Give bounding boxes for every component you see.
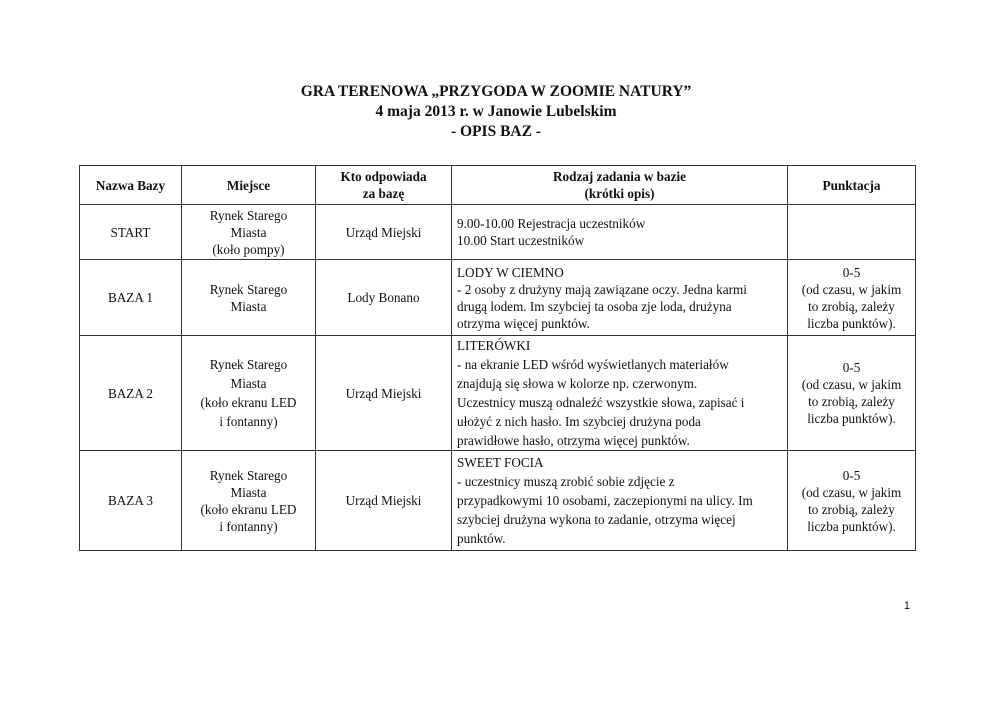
cell-task-line: otrzyma więcej punktów.: [457, 315, 590, 331]
cell-place-line: (koło pompy): [212, 241, 285, 257]
cell-points-line: to zrobią, zależy: [808, 394, 895, 409]
document-header: [0, 82, 992, 142]
header-responsible-line2: za bazę: [362, 186, 405, 201]
cell-points-line: to zrobią, zależy: [808, 298, 895, 314]
cell-task-line: - 2 osoby z drużyny mają zawiązane oczy. Jedna karmi: [457, 281, 747, 297]
cell-place-line: Miasta: [230, 224, 267, 240]
cell-points: [788, 260, 916, 336]
cell-responsible: Urząd Miejski: [316, 336, 452, 451]
cell-task-line: 9.00-10.00 Rejestracja uczestników: [457, 216, 646, 231]
cell-task-line: - uczestnicy muszą zrobić sobie zdjęcie z: [457, 474, 675, 489]
cell-task-line: LITERÓWKI: [457, 338, 531, 353]
cell-place: [182, 451, 316, 551]
cell-responsible: Urząd Miejski: [316, 451, 452, 551]
cell-points: [788, 336, 916, 451]
header-points: Punktacja: [788, 166, 916, 205]
cell-task-line: szybciej drużyna wykona to zadanie, otrzyma więcej: [457, 512, 736, 527]
cell-task-line: drugą lodem. Im szybciej ta osoba zje loda, drużyna: [457, 298, 732, 314]
header-responsible: [316, 166, 452, 205]
page-number: 1: [903, 600, 910, 612]
cell-task-line: przypadkowymi 10 osobami, zaczepionymi na ulicy. Im: [457, 493, 753, 508]
cell-points-line: 0-5: [842, 264, 861, 280]
cell-place-line: (koło ekranu LED: [200, 501, 297, 517]
table-row: [80, 451, 916, 551]
cell-task-line: LODY W CIEMNO: [457, 264, 564, 280]
table-row: [80, 260, 916, 336]
cell-task: [452, 336, 788, 451]
cell-task-line: ułożyć z nich hasło. Im szybciej drużyna poda: [457, 414, 701, 429]
cell-place-line: Miasta: [230, 376, 267, 391]
header-name: Nazwa Bazy: [80, 166, 182, 205]
header-responsible-line1: Kto odpowiada: [340, 169, 427, 184]
bases-table: [79, 165, 916, 551]
cell-base-name: BAZA 1: [80, 260, 182, 336]
document-title: GRA TERENOWA „PRZYGODA W ZOOMIE NATURY”: [300, 83, 692, 100]
cell-points-line: (od czasu, w jakim: [801, 377, 902, 392]
cell-place-line: i fontanny): [219, 518, 278, 534]
cell-task: [452, 260, 788, 336]
header-task-line2: (krótki opis): [584, 186, 655, 201]
table-header-row: [80, 166, 916, 205]
cell-responsible: Urząd Miejski: [316, 205, 452, 260]
cell-base-name: BAZA 3: [80, 451, 182, 551]
cell-place-line: Rynek Starego: [209, 467, 288, 483]
cell-points-line: (od czasu, w jakim: [801, 484, 902, 500]
header-task: [452, 166, 788, 205]
table-row: [80, 205, 916, 260]
cell-place-line: Rynek Starego: [209, 357, 288, 372]
cell-task-line: - na ekranie LED wśród wyświetlanych materiałów: [457, 357, 729, 372]
cell-points-empty: [788, 205, 916, 260]
cell-place-line: (koło ekranu LED: [200, 395, 297, 410]
cell-place-line: Miasta: [230, 484, 267, 500]
cell-place-line: Rynek Starego: [209, 207, 288, 223]
cell-place-line: i fontanny): [219, 414, 278, 429]
cell-place: [182, 336, 316, 451]
document-subtitle: - OPIS BAZ -: [451, 123, 541, 140]
cell-points: [788, 451, 916, 551]
table-row: [80, 336, 916, 451]
cell-points-line: (od czasu, w jakim: [801, 281, 902, 297]
cell-points-line: 0-5: [842, 360, 861, 375]
cell-task-line: Uczestnicy muszą odnaleźć wszystkie słowa, zapisać i: [457, 395, 745, 410]
cell-base-name: START: [80, 205, 182, 260]
cell-responsible: Lody Bonano: [316, 260, 452, 336]
cell-task-line: 10.00 Start uczestników: [457, 233, 585, 248]
cell-place-line: Rynek Starego: [209, 281, 288, 297]
cell-points-line: to zrobią, zależy: [808, 501, 895, 517]
cell-place: [182, 205, 316, 260]
header-task-line1: Rodzaj zadania w bazie: [553, 169, 686, 184]
cell-points-line: 0-5: [842, 467, 861, 483]
cell-place: [182, 260, 316, 336]
cell-points-line: liczba punktów).: [807, 315, 896, 331]
cell-points-line: liczba punktów).: [807, 411, 896, 426]
cell-task-line: punktów.: [457, 531, 506, 546]
cell-base-name: BAZA 2: [80, 336, 182, 451]
cell-task: [452, 205, 788, 260]
cell-task-line: prawidłowe hasło, otrzyma więcej punktów.: [457, 433, 690, 448]
cell-task: [452, 451, 788, 551]
header-place: Miejsce: [182, 166, 316, 205]
cell-task-line: SWEET FOCIA: [457, 455, 544, 470]
document-date-place: 4 maja 2013 r. w Janowie Lubelskim: [375, 103, 617, 120]
cell-place-line: Miasta: [230, 298, 267, 314]
cell-points-line: liczba punktów).: [807, 518, 896, 534]
cell-task-line: znajdują się słowa w kolorze np. czerwonym.: [457, 376, 698, 391]
